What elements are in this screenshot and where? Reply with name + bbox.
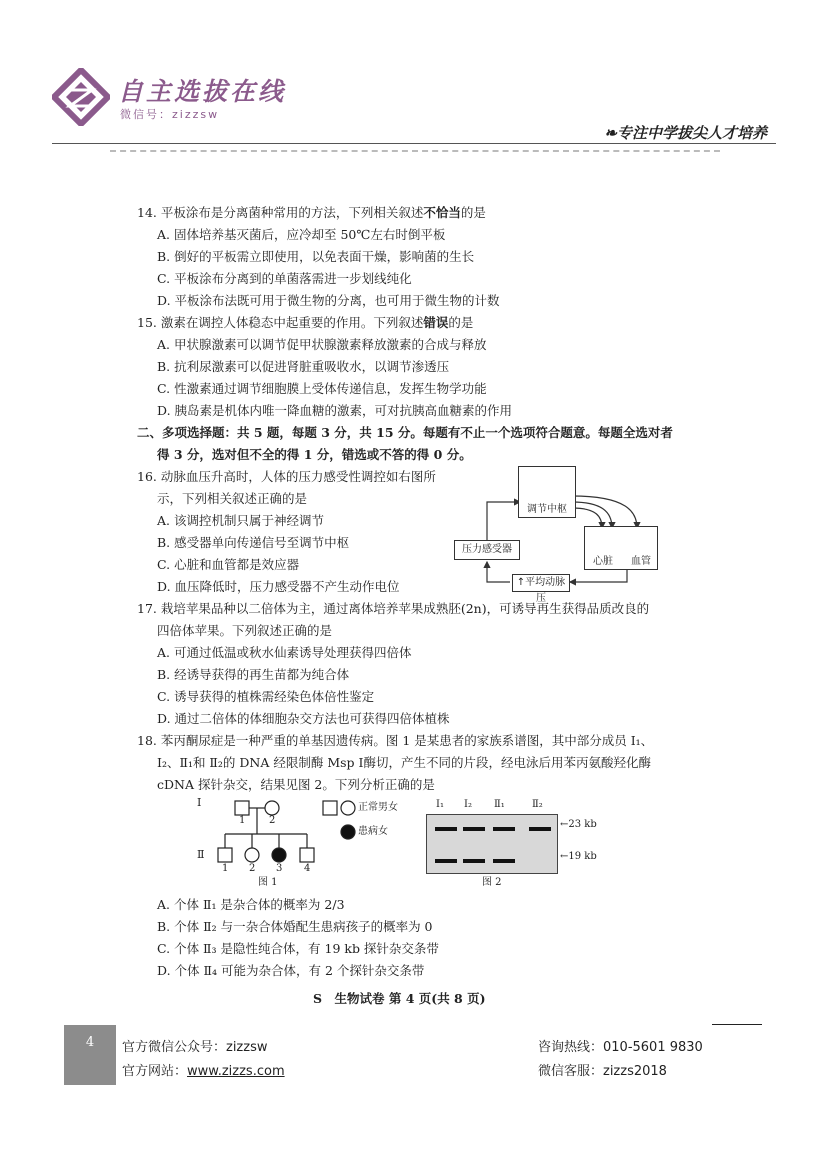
q16-stem-1: 16. 动脉血压升高时，人体的压力感受性调控如右图所 <box>137 469 436 484</box>
band-ii2-23kb <box>529 827 551 831</box>
pedigree-i2-female <box>265 801 279 815</box>
q16-diagram <box>452 462 662 604</box>
q14-stem: 14. 平板涂布是分离菌种常用的方法，下列相关叙述不恰当的是 <box>137 205 486 220</box>
section2-line2: 得 3 分，选对但不全的得 1 分，错选或不答的得 0 分。 <box>157 447 472 462</box>
q18-stem-3: cDNA 探针杂交，结果见图 2。下列分析正确的是 <box>157 777 435 792</box>
q16-option-c: C. 心脏和血管都是效应器 <box>157 557 300 572</box>
band-i1-19kb <box>435 859 457 863</box>
band-i2-19kb <box>463 859 485 863</box>
ii2-number: 2 <box>249 863 256 874</box>
legend-patient: 患病女 <box>358 826 388 837</box>
q16-option-a: A. 该调控机制只属于神经调节 <box>157 513 324 528</box>
footer-service: 微信客服：zizzs2018 <box>538 1064 667 1079</box>
legend-normal: 正常男女 <box>358 802 398 813</box>
regulation-center-box: 调节中枢 <box>518 466 576 518</box>
i2-number: 2 <box>269 815 276 826</box>
lane-label-1: Ⅰ₁ <box>436 799 444 810</box>
gel-panel <box>426 814 558 874</box>
q18-option-d: D. 个体 Ⅱ₄ 可能为杂合体，有 2 个探针杂交条带 <box>157 963 425 978</box>
logo-subtitle: 微信号：zizzsw <box>120 108 220 121</box>
arrow-left-icon: ← <box>560 819 569 830</box>
emphasis: 不恰当 <box>423 205 461 220</box>
page-number-box: 4 <box>64 1025 116 1085</box>
q17-stem-2: 四倍体苹果。下列叙述正确的是 <box>157 623 333 638</box>
footer-website: 官方网站：www.zizzs.com <box>122 1064 285 1079</box>
q15-stem: 15. 激素在调控人体稳态中起重要的作用。下列叙述错误的是 <box>137 315 474 330</box>
marker-23kb: ←23 kb <box>560 819 597 830</box>
pedigree-ii2-female <box>245 848 259 862</box>
lane-label-3: Ⅱ₁ <box>494 799 505 810</box>
footer-wechat-official: 官方微信公众号：zizzsw <box>122 1040 268 1055</box>
pedigree-ii4-male <box>300 848 314 862</box>
effector-box: 心脏 血管 <box>584 526 658 570</box>
q14-option-d: D. 平板涂布法既可用于微生物的分离，也可用于微生物的计数 <box>157 293 500 308</box>
q14-option-c: C. 平板涂布分离到的单菌落需进一步划线纯化 <box>157 271 412 286</box>
q18-stem-1: 18. 苯丙酮尿症是一种严重的单基因遗传病。图 1 是某患者的家族系谱图，其中部分成员 Ⅰ₁、 <box>137 733 654 748</box>
logo-mark <box>52 68 110 126</box>
fig2-caption: 图 2 <box>482 877 502 888</box>
marker-19kb: ←19 kb <box>560 851 597 862</box>
pedigree-ii1-male <box>218 848 232 862</box>
q18-gel-figure <box>424 798 634 892</box>
pedigree-i1-male <box>235 801 249 815</box>
fig1-caption: 图 1 <box>258 877 278 888</box>
slogan: ❧专注中学拔尖人才培养 <box>604 124 767 142</box>
q16-option-d: D. 血压降低时，压力感受器不产生动作电位 <box>157 579 400 594</box>
q15-option-b: B. 抗利尿激素可以促进肾脏重吸收水，以调节渗透压 <box>157 359 450 374</box>
q14-option-a: A. 固体培养基灭菌后，应冷却至 50℃左右时倒平板 <box>157 227 446 242</box>
i1-number: 1 <box>239 815 246 826</box>
lane-label-4: Ⅱ₂ <box>532 799 543 810</box>
ii3-number: 3 <box>276 863 283 874</box>
q18-stem-2: Ⅰ₂、Ⅱ₁和 Ⅱ₂的 DNA 经限制酶 Msp Ⅰ酶切，产生不同的片段，经电泳后用苯丙氨酸羟化酶 <box>157 755 651 770</box>
q18-option-a: A. 个体 Ⅱ₁ 是杂合体的概率为 2/3 <box>157 897 345 912</box>
q15-option-c: C. 性激素通过调节细胞膜上受体传递信息，发挥生物学功能 <box>157 381 487 396</box>
q18-option-c: C. 个体 Ⅱ₃ 是隐性纯合体，有 19 kb 探针杂交条带 <box>157 941 439 956</box>
q18-option-b: B. 个体 Ⅱ₂ 与一杂合体婚配生患病孩子的概率为 0 <box>157 919 433 934</box>
website-link[interactable]: www.zizzs.com <box>187 1064 285 1079</box>
header-divider <box>52 143 776 144</box>
pedigree-ii3-affected-female <box>272 848 286 862</box>
q16-option-b: B. 感受器单向传递信号至调节中枢 <box>157 535 350 550</box>
q15-option-a: A. 甲状腺激素可以调节促甲状腺激素释放激素的合成与释放 <box>157 337 487 352</box>
pressure-sensor-box: 压力感受器 <box>454 540 520 560</box>
gen-label-i: Ⅰ <box>197 796 202 809</box>
band-ii1-23kb <box>493 827 515 831</box>
leaf-icon: ❧ <box>604 124 617 142</box>
arterial-pressure-box: ↑平均动脉压 <box>512 574 570 592</box>
q17-stem-1: 17. 栽培苹果品种以二倍体为主，通过离体培养苹果成熟胚(2n)，可诱导再生获得品质改良的 <box>137 601 650 616</box>
emphasis: 错误 <box>423 315 449 330</box>
q16-stem-2: 示，下列相关叙述正确的是 <box>157 491 308 506</box>
q17-option-a: A. 可通过低温或秋水仙素诱导处理获得四倍体 <box>157 645 412 660</box>
band-ii1-19kb <box>493 859 515 863</box>
q17-option-c: C. 诱导获得的植株需经染色体倍性鉴定 <box>157 689 375 704</box>
q15-option-d: D. 胰岛素是机体内唯一降血糖的激素，可对抗胰高血糖素的作用 <box>157 403 513 418</box>
arrow-left-icon: ← <box>560 851 569 862</box>
band-i1-23kb <box>435 827 457 831</box>
q17-option-d: D. 通过二倍体的体细胞杂交方法也可获得四倍体植株 <box>157 711 450 726</box>
q18-pedigree-figure <box>195 796 415 892</box>
footer-hotline: 咨询热线：010-5601 9830 <box>538 1040 703 1055</box>
q14-option-b: B. 倒好的平板需立即使用，以免表面干燥，影响菌的生长 <box>157 249 475 264</box>
logo-title: 自主选拔在线 <box>118 77 287 106</box>
ii1-number: 1 <box>222 863 229 874</box>
gen-label-ii: Ⅱ <box>197 848 205 861</box>
footer-divider <box>712 1024 762 1025</box>
band-i2-23kb <box>463 827 485 831</box>
section2-line1: 二、多项选择题：共 5 题，每题 3 分，共 15 分。每题有不止一个选项符合题意。每题全选对者 <box>137 425 673 440</box>
scan-artifact-line <box>110 150 720 154</box>
q17-option-b: B. 经诱导获得的再生苗都为纯合体 <box>157 667 350 682</box>
lane-label-2: Ⅰ₂ <box>464 799 472 810</box>
exam-page-footer: S 生物试卷 第 4 页(共 8 页) <box>313 991 486 1006</box>
ii4-number: 4 <box>304 863 311 874</box>
